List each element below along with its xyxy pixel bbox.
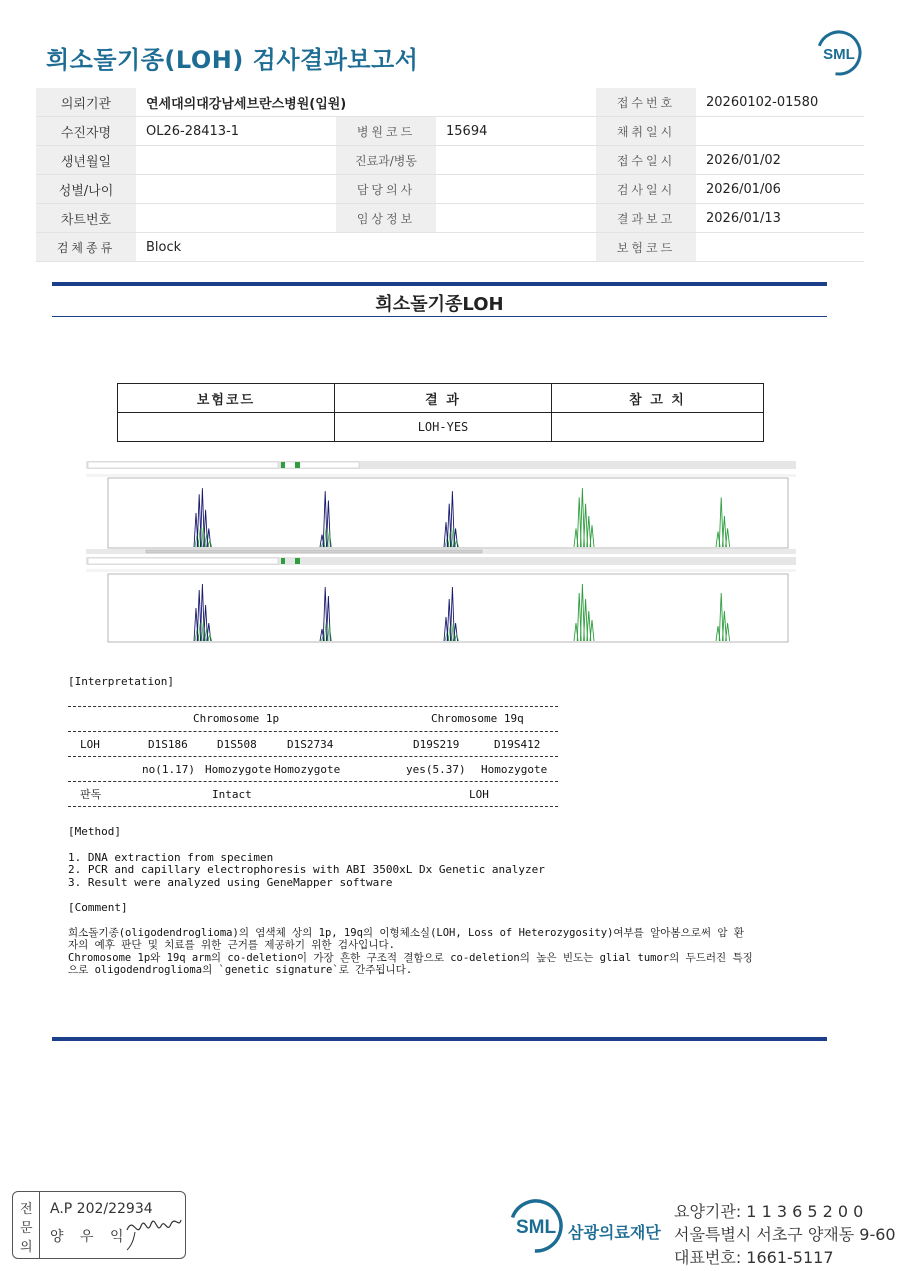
value-d19s219: yes(5.37) <box>406 763 466 776</box>
footer-org: 삼광의료재단 <box>568 1223 661 1242</box>
label-insurance-code: 보험코드 <box>596 233 696 262</box>
stamp-side <box>13 1192 40 1258</box>
method-line-1: 1. DNA extraction from specimen <box>68 851 274 864</box>
birth-date <box>136 146 336 175</box>
hospital-code: 15694 <box>436 117 596 146</box>
label-birth-date: 생년월일 <box>36 146 136 175</box>
marker-d19s219: D19S219 <box>413 738 460 751</box>
stamp-name: 양 우 익 <box>50 1229 130 1245</box>
report-date: 2026/01/13 <box>696 204 864 233</box>
result-value: LOH-YES <box>335 413 552 442</box>
comment-line-1: 희소돌기종(oligodendroglioma)의 염색체 상의 1p, 19q의 이형체소실(LOH, Loss of Heterozygosity)여부를 알아봄으로써 암 환 <box>68 927 744 939</box>
signature-icon <box>123 1208 183 1252</box>
label-chart-number: 차트번호 <box>36 204 136 233</box>
result-header-result: 결 과 <box>335 384 552 413</box>
value-d1s2734: Homozygote <box>274 763 341 776</box>
interp-header-19q: Chromosome 19q <box>431 712 524 725</box>
value-d19s412: Homozygote <box>481 763 548 776</box>
interp-row-loh-label: LOH <box>80 738 100 751</box>
label-receipt-number: 접수번호 <box>596 88 696 117</box>
department <box>436 146 596 175</box>
footer-institution-number: 요양기관: 1 1 3 6 5 2 0 0 <box>674 1202 864 1221</box>
interp-rule-4 <box>68 781 558 782</box>
label-collection-date: 채취일시 <box>596 117 696 146</box>
result-header-reference: 참 고 치 <box>552 384 764 413</box>
sml-footer-logo-icon <box>508 1198 564 1254</box>
stamp-side-3: 의 <box>20 1240 33 1255</box>
interp-rule-5 <box>68 806 558 807</box>
label-patient-name: 수진자명 <box>36 117 136 146</box>
specimen-type: Block <box>136 233 596 262</box>
logo-text: SML <box>823 46 855 63</box>
comment-heading: [Comment] <box>68 901 128 914</box>
marker-d1s508: D1S508 <box>217 738 257 751</box>
receipt-number: 20260102-01580 <box>696 88 864 117</box>
sex-age <box>136 175 336 204</box>
stamp-side-2: 문 <box>20 1221 33 1236</box>
label-requesting-org: 의뢰기관 <box>36 88 136 117</box>
marker-d1s2734: D1S2734 <box>287 738 334 751</box>
label-received-date: 접수일시 <box>596 146 696 175</box>
section-top-bar <box>52 282 827 286</box>
marker-d19s412: D19S412 <box>494 738 541 751</box>
result-reference <box>552 413 764 442</box>
label-sex-age: 성별/나이 <box>36 175 136 204</box>
clinical-info <box>436 204 596 233</box>
method-heading: [Method] <box>68 825 121 838</box>
page-title: 희소돌기종(LOH) 검사결과보고서 <box>46 46 419 74</box>
label-clinical-info: 임상정보 <box>336 204 436 233</box>
label-report-date: 결과보고 <box>596 204 696 233</box>
received-date: 2026/01/02 <box>696 146 864 175</box>
verdict-1p: Intact <box>212 788 252 801</box>
patient-info-table <box>36 88 864 262</box>
label-physician: 담당의사 <box>336 175 436 204</box>
physician <box>436 175 596 204</box>
label-department: 진료과/병동 <box>336 146 436 175</box>
insurance-code <box>696 233 864 262</box>
method-line-2: 2. PCR and capillary electrophoresis with ABI 3500xL Dx Genetic analyzer <box>68 863 545 876</box>
patient-name: OL26-28413-1 <box>136 117 336 146</box>
verdict-label: 판독 <box>80 788 102 801</box>
interp-rule-2 <box>68 731 558 732</box>
label-specimen-type: 검체종류 <box>36 233 136 262</box>
chart-number <box>136 204 336 233</box>
test-date: 2026/01/06 <box>696 175 864 204</box>
interp-header-1p: Chromosome 1p <box>193 712 280 725</box>
specialist-stamp <box>12 1191 186 1259</box>
interp-rule-1 <box>68 706 558 707</box>
collection-date <box>696 117 864 146</box>
interp-rule-3 <box>68 756 558 757</box>
footer-logo-text: SML <box>515 1217 557 1238</box>
comment-line-3: Chromosome 1p와 19q arm의 co-deletion이 가장 흔한 구조적 결함으로 co-deletion의 높은 빈도는 glial tumor의 두드러진 특징 <box>68 952 753 964</box>
sml-logo-icon <box>816 30 862 76</box>
interpretation-heading: [Interpretation] <box>68 675 174 688</box>
electropherogram-image <box>86 461 796 644</box>
result-table <box>117 383 764 442</box>
footer-phone: 대표번호: 1661-5117 <box>674 1248 834 1267</box>
marker-d1s186: D1S186 <box>148 738 188 751</box>
stamp-side-1: 전 <box>20 1202 33 1217</box>
result-header-insurance: 보험코드 <box>118 384 335 413</box>
stamp-license: A.P 202/22934 <box>50 1201 153 1217</box>
value-d1s508: Homozygote <box>205 763 272 776</box>
footer-address: 서울특별시 서초구 양재동 9-60 <box>674 1225 896 1244</box>
value-d1s186: no(1.17) <box>142 763 195 776</box>
section-underline <box>52 316 827 317</box>
bottom-bar <box>52 1037 827 1041</box>
requesting-org: 연세대의대강남세브란스병원(입원) <box>136 88 596 117</box>
label-test-date: 검사일시 <box>596 175 696 204</box>
comment-line-4: 으로 oligodendroglioma의 `genetic signature`로 간주됩니다. <box>68 964 413 976</box>
section-title: 희소돌기종LOH <box>375 294 504 315</box>
comment-line-2: 자의 예후 판단 및 치료를 위한 근거를 제공하기 위한 검사입니다. <box>68 939 395 951</box>
result-insurance-code <box>118 413 335 442</box>
label-hospital-code: 병원코드 <box>336 117 436 146</box>
verdict-19q: LOH <box>469 788 489 801</box>
method-line-3: 3. Result were analyzed using GeneMapper software <box>68 876 393 889</box>
